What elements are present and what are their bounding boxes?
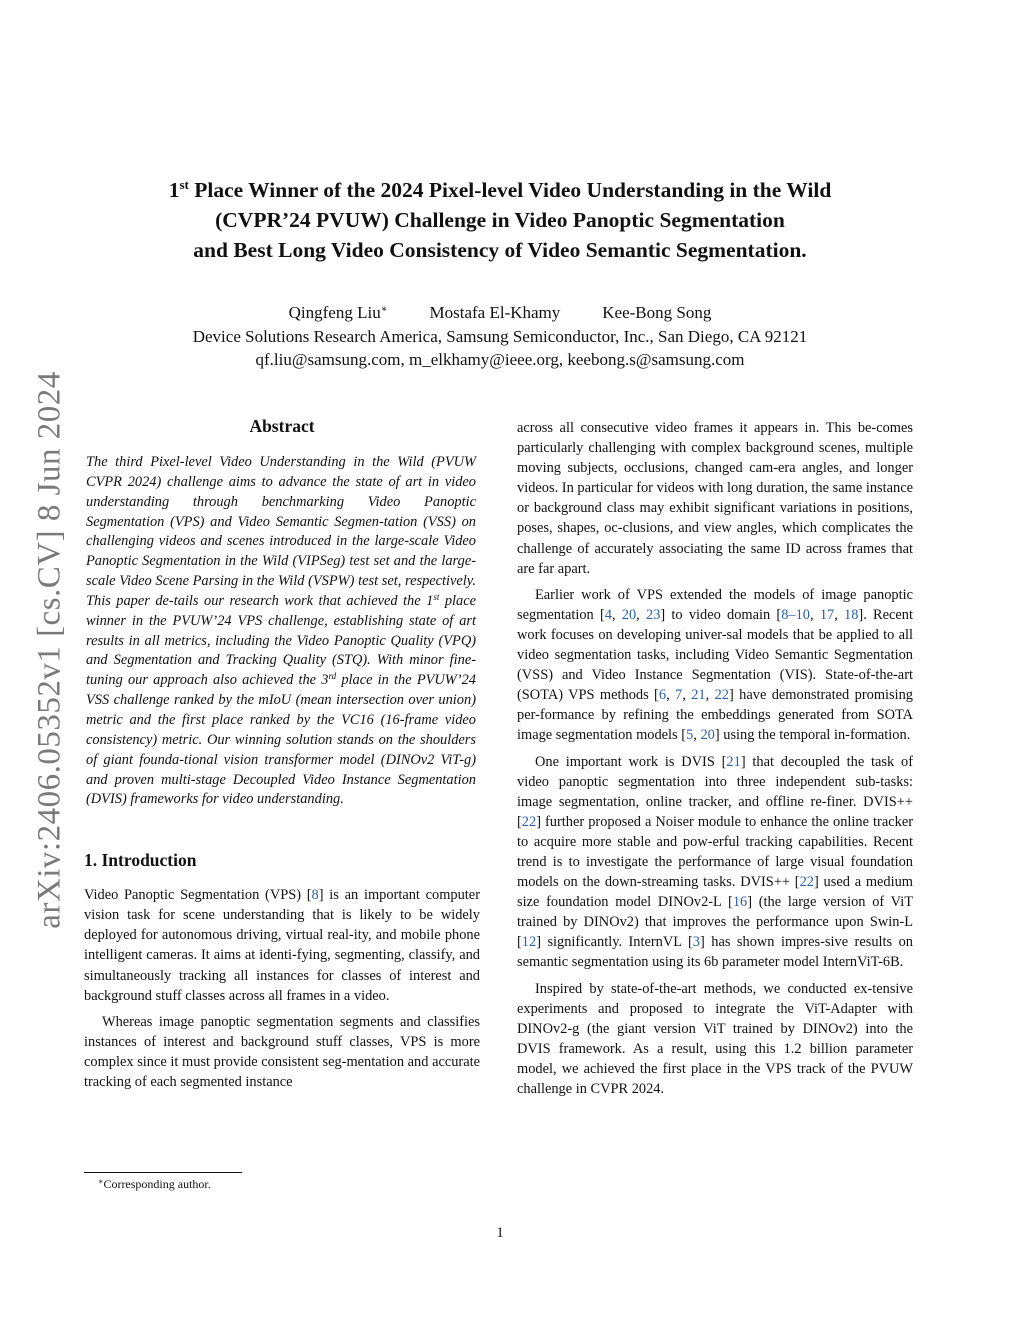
title-line-2: (CVPR’24 PVUW) Challenge in Video Panoptic Segmentation — [215, 208, 785, 232]
paper-title — [110, 175, 890, 265]
citation-link[interactable]: 18 — [844, 606, 859, 623]
author-block — [110, 301, 890, 372]
intro-paragraph-3: Earlier work of VPS extended the models of image panoptic segmentation [4, 20, 23] to video domain [8–10, 17, 18]. Recent work focuses on developing univer-sal models that be applied to all video segmentation tasks, including Video Semantic Segmentation (VSS) and Video Instance Segmentation (VIS). State-of-the-art (SOTA) VPS methods [6, 7, 21, 22] have demonstrated promising per-formance by refining the embeddings generated from SOTA image segmentation models [5, 20] using the temporal in-formation. — [517, 586, 913, 744]
title-ordinal: 1 — [168, 178, 180, 202]
author-1: Qingfeng Liu∗ — [288, 303, 388, 322]
footnote-rule — [84, 1172, 242, 1173]
intro-paragraph-2: Whereas image panoptic segmentation segments and classifies instances of interest and background stuff classes, VPS is more complex since it must provide consistent seg-mentation and accurate tracking of each segmented instance — [84, 1013, 480, 1091]
footnote-text: Corresponding author. — [103, 1177, 211, 1191]
citation-link[interactable]: 4 — [604, 606, 612, 623]
author-3: Kee-Bong Song — [602, 303, 712, 322]
citation-link[interactable]: 12 — [521, 934, 537, 951]
intro-paragraph-1: Video Panoptic Segmentation (VPS) [8] is an important computer vision task for scene understanding that is likely to be widely deployed for autonomous driving, virtual real-ity, and mobile phone intelligent cameras. It aims at identi-fying, segmenting, classify, and simultaneously tracking all instances for classes of interest and background stuff classes across all frames in a video. — [84, 887, 480, 1004]
right-column — [517, 418, 913, 1105]
footnote-mark: ∗ — [98, 1177, 104, 1186]
left-column — [84, 416, 480, 1098]
citation-link[interactable]: 20 — [700, 727, 715, 744]
title-line-1-text: Place Winner of the 2024 Pixel-level Video Understanding in the Wild — [188, 178, 832, 202]
citation-link[interactable]: 7 — [675, 687, 683, 704]
citation-link[interactable]: 16 — [732, 894, 748, 911]
citation-link[interactable]: 20 — [621, 606, 637, 623]
intro-paragraph-5: Inspired by state-of-the-art methods, we conducted ex-tensive experiments and proposed to integrate the ViT-Adapter with DINOv2-g (the giant version ViT trained by DINOv2) into the DVIS framework. As a result, using this 1.2 billion parameter model, we achieved the first place in the VPS track of the PVUW challenge in CVPR 2024. — [517, 980, 913, 1097]
citation-link[interactable]: 3 — [692, 934, 700, 951]
footnote — [98, 1177, 211, 1192]
citation-link[interactable]: 22 — [714, 687, 729, 704]
author-emails: qf.liu@samsung.com, m_elkhamy@ieee.org, keebong.s@samsung.com — [255, 350, 745, 369]
corresponding-mark: ∗ — [380, 304, 388, 315]
citation-link[interactable]: 8–10 — [781, 606, 810, 623]
citation-link[interactable]: 17 — [819, 606, 835, 623]
affiliation: Device Solutions Research America, Samsung Semiconductor, Inc., San Diego, CA 92121 — [192, 326, 808, 346]
citation-link[interactable]: 8 — [311, 887, 319, 904]
arxiv-identifier — [20, 370, 80, 930]
abstract-heading: Abstract — [249, 416, 315, 436]
citation-link[interactable]: 5 — [686, 727, 694, 744]
page-number: 1 — [496, 1225, 504, 1241]
title-line-3: and Best Long Video Consistency of Video Semantic Segmentation. — [193, 238, 807, 262]
intro-paragraph-2-continued: across all consecutive video frames it appears in. This be-comes particularly challenging with complex background scenes, multiple moving subjects, occlusions, changed cam-era angles, and longer videos. In particular for videos with long duration, the same instance or background class may exhibit significant variations in positions, poses, shapes, oc-clusions, and view angles, which complicates the challenge of accurately associating the same ID across frames that are far apart. — [517, 420, 913, 577]
section-heading-introduction: 1. Introduction — [84, 850, 197, 871]
author-2: Mostafa El-Khamy — [429, 303, 561, 322]
title-ordinal-sup: st — [179, 177, 189, 192]
citation-link[interactable]: 21 — [726, 753, 741, 770]
citation-link[interactable]: 21 — [691, 687, 706, 704]
arxiv-id-text: arXiv:2406.05352v1 [cs.CV] 8 Jun 2024 — [31, 371, 68, 929]
citation-link[interactable]: 22 — [521, 813, 537, 830]
title-line-1 — [110, 175, 890, 205]
author-names — [110, 301, 890, 325]
citation-link[interactable]: 22 — [799, 874, 814, 891]
intro-paragraph-4: One important work is DVIS [21] that decoupled the task of video panoptic segmentation into three independent sub-tasks: image segmentation, online tracker, and offline re-finer. DVIS++ [22] further proposed a Noiser module to enhance the online tracker to acquire more stable and pow-erful tracking capabilities. Recent trend is to investigate the performance of large visual foundation models on the down-streaming tasks. DVIS++ [22] used a medium size foundation model DINOv2-L [16] (the large version of ViT trained by DINOv2) that improves the performance upon Swin-L [12] significantly. InternVL [3] has shown impres-sive results on semantic segmentation using its 6b parameter model InternViT-6B. — [517, 753, 914, 971]
citation-link[interactable]: 23 — [646, 606, 661, 623]
citation-link[interactable]: 6 — [658, 687, 667, 704]
abstract-text: The third Pixel-level Video Understanding in the Wild (PVUW CVPR 2024) challenge aims to advance the state of art in video understanding through benchmarking Video Panoptic Segmentation (VPS) and Video Semantic Segmen-tation (VSS) on challenging videos and scenes introduced in the large-scale Video Panoptic Segmentation in the Wild (VIPSeg) test set and the large-scale Video Scene Parsing in the Wild (VSPW) test set, respectively. This paper de-tails our research work that achieved the 1st place winner in the PVUW’24 VPS challenge, establishing state of art results in all metrics, including the Video Panoptic Quality (VPQ) and Segmentation and Tracking Quality (STQ). With minor fine-tuning our approach also achieved the 3rd place in the PVUW’24 VSS challenge ranked by the mIoU (mean intersection over union) metric and the first place ranked by the VC16 (16-frame video consistency) metric. Our winning solution stands on the shoulders of giant founda-tional vision transformer model (DINOv2 ViT-g) and proven multi-stage Decoupled Video Instance Segmentation (DVIS) frameworks for video understanding. — [86, 454, 476, 808]
